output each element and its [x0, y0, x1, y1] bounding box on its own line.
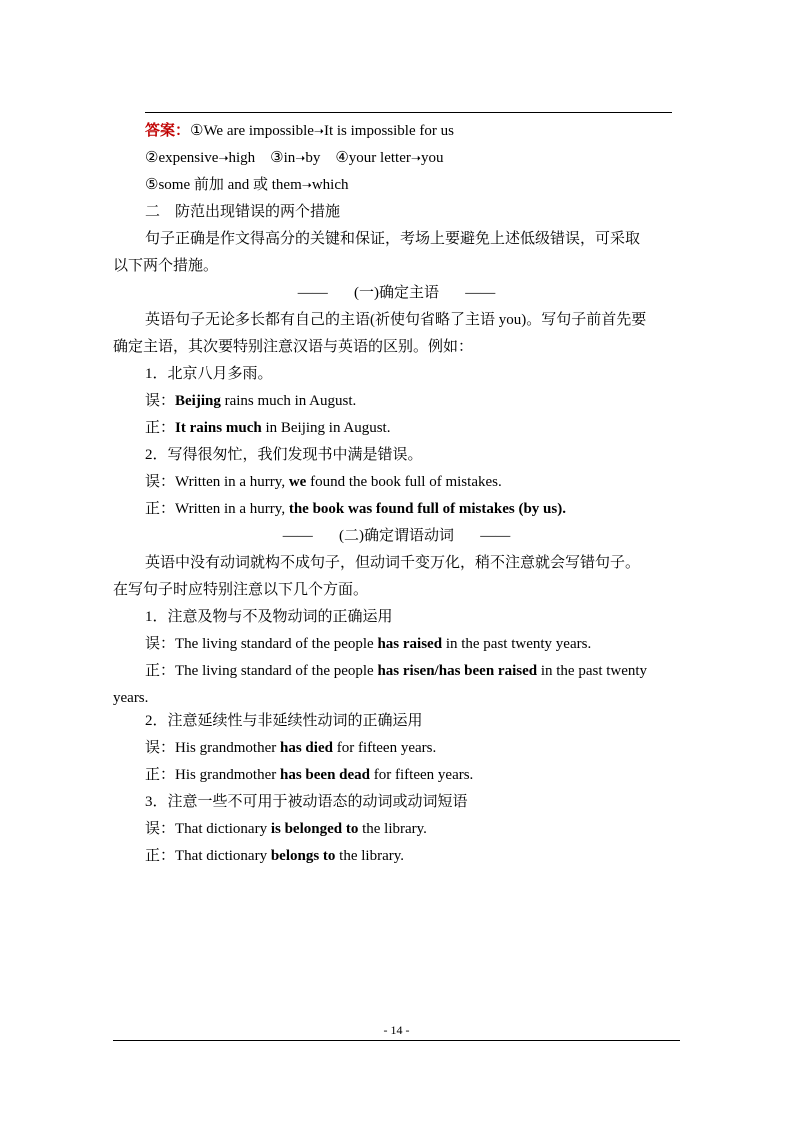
- predicate-body-line-2: 在写句子时应特别注意以下几个方面。: [113, 582, 369, 598]
- point-2-right: 正：His grandmother has been dead for fifteen years.: [145, 767, 474, 783]
- example-2-wrong: 误：Written in a hurry, we found the book full of mistakes.: [145, 474, 502, 490]
- predicate-body-line-1: 英语中没有动词就构不成句子，但动词千变万化，稍不注意就会写错句子。: [145, 555, 641, 571]
- footer-rule: [113, 1040, 680, 1041]
- point-3-right: 正：That dictionary belongs to the library.: [145, 848, 405, 864]
- point-1-right-cont: years.: [113, 690, 149, 706]
- answer-line-2: ②expensive➝high ③in➝by ④your letter➝you: [145, 150, 444, 166]
- intro-line-1: 句子正确是作文得高分的关键和保证，考场上要避免上述低级错误，可采取: [145, 231, 641, 247]
- example-1-wrong: 误：Beijing rains much in August.: [145, 393, 357, 409]
- point-3-title: 3．注意一些不可用于被动语态的动词或动词短语: [145, 794, 468, 810]
- subheading-predicate: —— (二)确定谓语动词 ——: [282, 528, 511, 544]
- page-number: - 14 -: [383, 1023, 410, 1037]
- arrow-icon: ➝: [218, 151, 229, 165]
- arrow-icon: ➝: [313, 124, 324, 138]
- subheading-subject: —— (一)确定主语 ——: [297, 285, 496, 301]
- example-2-right: 正：Written in a hurry, the book was found full of mistakes (by us).: [145, 501, 566, 517]
- arrow-icon: ➝: [295, 151, 306, 165]
- arrow-icon: ➝: [410, 151, 421, 165]
- arrow-icon: ➝: [301, 178, 312, 192]
- point-1-right: 正：The living standard of the people has risen/has been raised in the past twenty: [145, 663, 648, 679]
- point-2-title: 2．注意延续性与非延续性动词的正确运用: [145, 713, 423, 729]
- subject-body-line-2: 确定主语，其次要特别注意汉语与英语的区别。例如：: [113, 339, 474, 355]
- subject-body-line-1: 英语句子无论多长都有自己的主语(祈使句省略了主语 you)。写句子前首先要: [145, 312, 647, 328]
- section-heading: 二 防范出现错误的两个措施: [145, 204, 341, 220]
- point-1-title: 1．注意及物与不及物动词的正确运用: [145, 609, 393, 625]
- point-1-wrong: 误：The living standard of the people has raised in the past twenty years.: [145, 636, 592, 652]
- answer-label: 答案：: [145, 123, 191, 139]
- example-1-right: 正：It rains much in Beijing in August.: [145, 420, 391, 436]
- example-1-title: 1．北京八月多雨。: [145, 366, 273, 382]
- header-rule: [145, 112, 672, 113]
- intro-line-2: 以下两个措施。: [113, 258, 219, 274]
- point-2-wrong: 误：His grandmother has died for fifteen years.: [145, 740, 437, 756]
- point-3-wrong: 误：That dictionary is belonged to the library.: [145, 821, 427, 837]
- answer-line-3: ⑤some 前加 and 或 them➝which: [145, 177, 349, 193]
- answer-line-1: 答案：①We are impossible➝It is impossible for us: [145, 123, 454, 139]
- example-2-title: 2．写得很匆忙，我们发现书中满是错误。: [145, 447, 423, 463]
